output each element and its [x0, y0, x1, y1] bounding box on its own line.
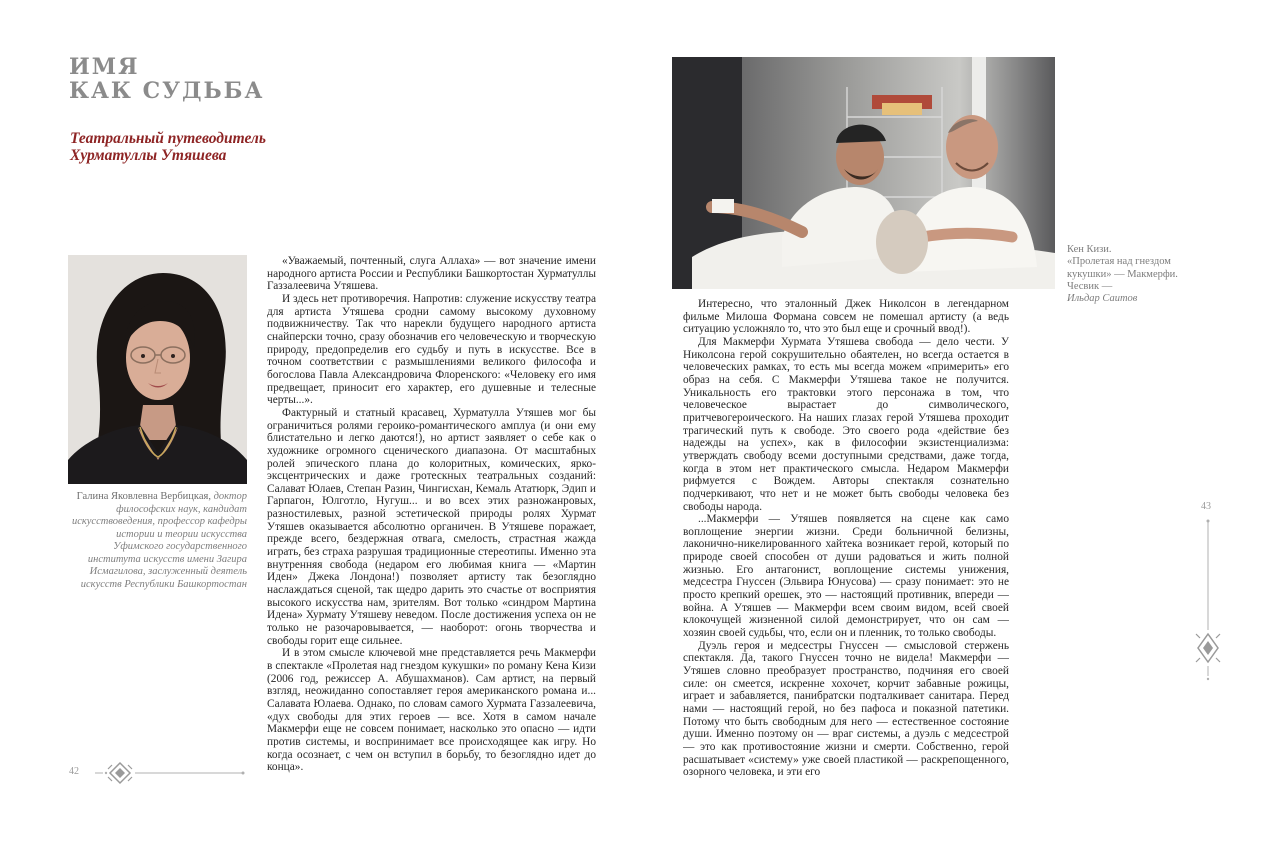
- chapter-subtitle: [70, 130, 330, 164]
- chapter-subtitle-line-2: Хурматуллы Утяшева: [70, 147, 227, 164]
- right-text-column: [683, 298, 1009, 804]
- chapter-title-line-1: ИМЯ: [69, 54, 140, 80]
- paragraph: ...Макмерфи — Утяшев появляется на сцене как само воплощение энергии жизни. Среди больничной белизны, лаконично-никелированного хайтека возникает герой, который по природе своей способен от души радоваться и жить полной жизнью. Его антагонист, воплощение системы унижения, медсестра Гнуссен (Эльвира Юнусова) — сразу понимает: это не просто крепкий орешек, это — настоящий противник, впереди — война. А Утяшев — Макмерфи всем своим видом, всей своей клокочущей жизненной силой демонстрирует, что он сам — хозяин своей судьбы, что, если он и пленник, то только свободы.: [683, 513, 1009, 640]
- chapter-title: [69, 55, 264, 103]
- photo-caption-line-3: кукушки» — Макмерфи.: [1067, 268, 1178, 280]
- stage-photo-image: [672, 57, 1055, 289]
- portrait-caption-description: доктор философских наук, кандидат искусствоведения, профессор кафедры истории и теории искусства Уфимского государственного института искусств имени Загира Исмагилова, заслуженный деятель искусств Республики Башкортостан: [71, 491, 247, 590]
- author-portrait-image: [68, 255, 247, 484]
- paragraph: Интересно, что эталонный Джек Николсон в легендарном фильме Милоша Формана совсем не помешал артисту (а ведь ситуацию усложняло то, что это был еще и срочный ввод!).: [683, 298, 1009, 336]
- paragraph: И в этом смысле ключевой мне представляется речь Макмерфи в спектакле «Пролетая над гнездом кукушки» по роману Кена Кизи (2006 год, режиссер А. Абушахманов). Сам артист, на первый взгляд, неожиданно сопоставляет героя американского романа и... Салавата Юлаева. Однако, по словам самого Хурмата Газзалеевича, «дух свободы для этих героев — все. Хотя в самом начале Макмерфи еще не совсем понимает, насколько это опасно — идти против системы, и воспринимает все происходящее как игру. Но когда осознает, с чем он вступил в борьбу, то безоглядно идет до конца».: [267, 647, 596, 774]
- stage-photo: [672, 57, 1055, 289]
- chapter-title-line-2: КАК СУДЬБА: [69, 78, 265, 104]
- page-number-left: 42: [69, 766, 79, 777]
- paragraph: Дуэль героя и медсестры Гнуссен — смысловой стержень спектакля. Да, такого Гнуссен точно не видела! Макмерфи — Утяшев словно преобразует пространство, подчиняя его своей силе: он смеется, искренне хохочет, корчит забавные рожицы, играет и забавляется, панибратски подталкивает санитара. Перед нами — настоящий герой, но без пафоса и показной патетики. Потому что быть свободным для него — естественное состояние души. Именно поэтому он — враг системы, а дуэль с медсестрой — это как противостояние жизни и смерти. Собственно, герой расшатывает «систему» уже своей пластикой — раскрепощенного, озорного человека, и эти его: [683, 639, 1009, 779]
- photo-caption-line-1: Кен Кизи.: [1067, 244, 1112, 255]
- left-text-column: [267, 255, 596, 780]
- paragraph: Для Макмерфи Хурмата Утяшева свобода — дело чести. У Николсона герой сокрушительно обаятелен, но всегда остается в человеческих рамках, то есть мы всегда можем «примерить» его образ на себя. С Макмерфи Утяшева такое не получится. Уникальность его трактовки этого персонажа в том, что человеческое вырастает до символического, притчевогероического. На наших глазах герой Утяшева проходит трагический путь к свободе. Это своего рода «действие без надежды на успех», как в философии экзистенциализма: утверждать свободу всеми доступными средствами, даже тогда, когда в этом нет практического смысла. Недаром Макмерфи рифмуется с Вождем. Авторы спектакля сознательно подчеркивают, что нет и не может быть свободы человека без свободы народа.: [683, 335, 1009, 513]
- page-number-right: 43: [1201, 501, 1211, 512]
- ornament-icon: [95, 760, 245, 786]
- photo-caption: [1067, 244, 1217, 305]
- photo-caption-actor: Ильдар Саитов: [1067, 293, 1138, 305]
- paragraph: Фактурный и статный красавец, Хурматулла Утяшев мог бы ограничиться ролями героико-романтического амплуа (и они ему блистательно и легко даются!), но артист заявляет о себе как о художнике огромного сценического диапазона. От масштабных ролей эпического плана до колоритных, комических, ярко-эксцентрических и даже гротескных театральных созданий: Салават Юлаев, Степан Разин, Чингисхан, Кемаль Ататюрк, Эдип и Гарпагон, Юлготло, Нугуш... и во всех этих разножанровых, разностилевых, разной эстетической природы ролях Хурмат Утяшев оказывается абсолютно органичен. В Утяшеве поражает, прежде всего, бездержная отвага, смелость, страстная жажда играть, без страха разрушая традиционные стереотипы. Именно эта внутренняя свобода (недаром его любимая книга — «Мартин Иден» Джека Лондона!) позволяет артисту так безоглядно наслаждаться сценой, так щедро дарить это счастье от восприятия высокого искусства нам, зрителям. Вот только «синдром Мартина Идена» Хурмату Утяшеву неведом. После достижения успеха он не только не разочаровывается, — наоборот: огонь творчества и свободы горит еще сильнее.: [267, 406, 596, 647]
- paragraph: «Уважаемый, почтенный, слуга Аллаха» — вот значение имени народного артиста России и Республики Башкортостан Хурматуллы Газзалеевича Утяшева.: [267, 255, 596, 293]
- vertical-ornament-icon: [1194, 518, 1222, 718]
- author-portrait: [68, 255, 247, 484]
- photo-caption-role: Чесвик —: [1067, 280, 1113, 292]
- paragraph: И здесь нет противоречия. Напротив: служение искусству театра для артиста Утяшева сродни самому высокому духовному подвижничеству. Так что нарекли будущего народного артиста снайперски точно, сразу обозначив его человеческую и творческую природу, предопределив его судьбу и путь в искусстве. Все в точном соответствии с размышлениями великого философа и богослова Павла Александровича Флоренского: «Человеку его имя предвещает, приносит его характер, его душевные и телесные черты...».: [267, 292, 596, 407]
- portrait-caption-name: Галина Яковлевна Вербицкая,: [76, 491, 211, 502]
- portrait-caption: [68, 491, 247, 591]
- photo-caption-line-2: «Пролетая над гнездом: [1067, 256, 1171, 268]
- photo-caption-line-4: [1067, 281, 1217, 306]
- chapter-subtitle-line-1: Театральный путеводитель: [70, 130, 266, 147]
